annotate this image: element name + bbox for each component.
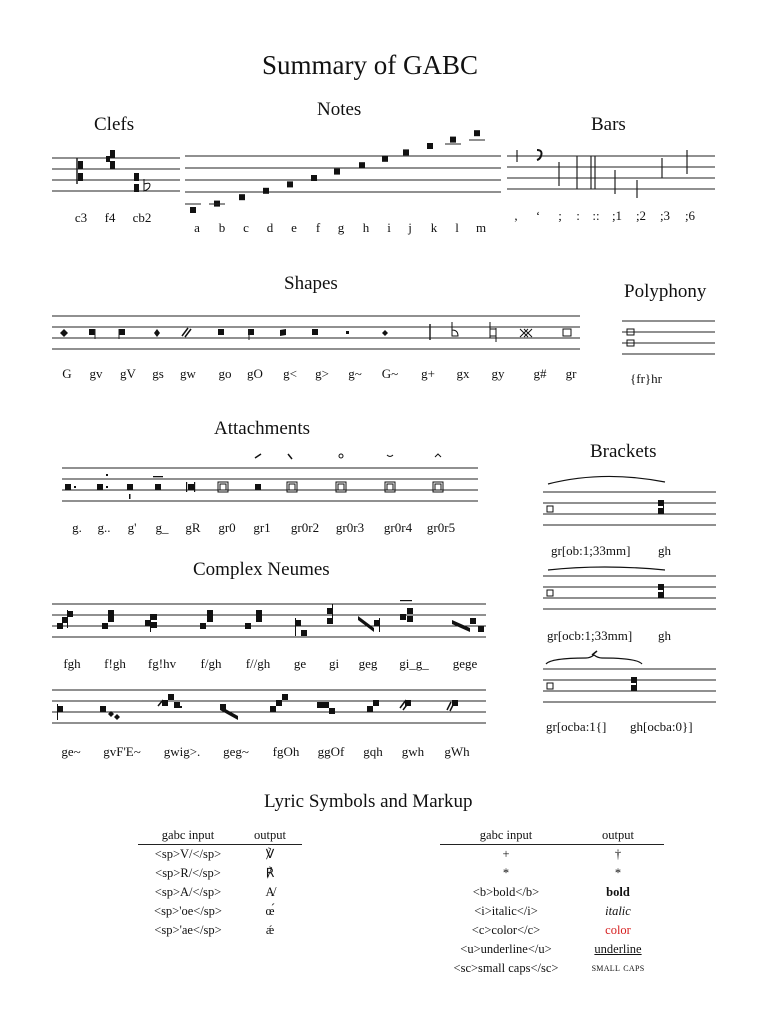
attachments-staff [62, 448, 480, 508]
attachments-heading: Attachments [214, 418, 311, 439]
shape-label: gO [247, 366, 263, 381]
attachment-label: gr0r2 [290, 520, 320, 535]
bar-label: ;2 [635, 208, 647, 223]
complex-neumes-heading: Complex Neumes [193, 559, 330, 580]
gabc-input: <c>color</c> [471, 922, 541, 937]
note-head [474, 130, 480, 136]
col-header: output [238, 828, 302, 845]
complex-staff-1 [52, 596, 488, 646]
gabc-input: <sp>V/</sp> [154, 846, 222, 861]
col-header: gabc input [440, 828, 572, 845]
attachment-label: gr0r4 [383, 520, 413, 535]
neume-label: gi_g_ [399, 656, 429, 671]
neume-label: fgOh [272, 744, 300, 759]
output: small caps [591, 962, 645, 974]
lyric-heading: Lyric Symbols and Markup [264, 791, 473, 812]
shapes-staff [52, 308, 582, 358]
attachment-label: gr0r3 [335, 520, 365, 535]
gabc-input: <sp>'oe</sp> [154, 903, 222, 918]
polyphony-heading: Polyphony [624, 281, 707, 302]
table-row [440, 883, 664, 902]
note-label: k [430, 220, 438, 235]
shape-label: gy [491, 366, 505, 381]
neume-label: gqh [363, 744, 383, 759]
clef-label: f4 [104, 210, 116, 225]
table-row [440, 921, 664, 940]
bracket-label: gh [658, 543, 671, 558]
neume-label: gwig>. [163, 744, 201, 759]
bar-label: : [576, 208, 580, 223]
note-label: h [362, 220, 370, 235]
output: † [614, 846, 622, 861]
attachment-label: gr1 [253, 520, 271, 535]
attachment-label: gR [185, 520, 201, 535]
bars-heading: Bars [591, 114, 626, 135]
gabc-input: <sp>A/</sp> [154, 884, 222, 899]
table-row [138, 864, 302, 883]
output: underline [594, 941, 642, 956]
table-row [440, 902, 664, 921]
note-head [190, 207, 196, 213]
note-head [239, 194, 245, 200]
neume-label: f!gh [104, 656, 126, 671]
gabc-input: <sp>R/</sp> [155, 865, 221, 880]
bar-label: ; [558, 208, 562, 223]
neume-label: fgh [63, 656, 81, 671]
note-label: b [218, 220, 226, 235]
neume-label: ge~ [61, 744, 81, 759]
col-header: gabc input [138, 828, 238, 845]
note-label: d [266, 220, 274, 235]
polyphony-label: {fr}hr [630, 371, 662, 386]
note-label: g [337, 220, 345, 235]
shape-label: g+ [421, 366, 435, 381]
notes-heading: Notes [317, 99, 362, 120]
shape-label: G [62, 366, 72, 381]
shape-label: g> [315, 366, 329, 381]
shape-label: G~ [381, 366, 399, 381]
neume-label: gi [328, 656, 340, 671]
shape-label: gs [152, 366, 164, 381]
note-head [359, 162, 365, 168]
note-label: f [315, 220, 321, 235]
clefs-staff [52, 150, 182, 200]
shape-label: g~ [348, 366, 362, 381]
output: italic [605, 903, 631, 918]
note-head [311, 175, 317, 181]
f-clef-icon [106, 150, 115, 169]
bracket-label: gr[ocb:1;33mm] [547, 628, 633, 643]
note-head [450, 137, 456, 143]
bar-label: ;3 [659, 208, 671, 223]
bar-label: ‘ [535, 208, 541, 223]
shapes-heading: Shapes [284, 273, 338, 294]
bracket-label: gr[ocba:1{] [546, 719, 607, 734]
bracket-staff-3 [543, 648, 718, 708]
bar-label: ;6 [684, 208, 696, 223]
table-row [440, 959, 664, 978]
c-clef-flat-icon [134, 173, 150, 192]
neume-label: gvF'E~ [103, 744, 141, 759]
output: * [614, 865, 622, 880]
bars-staff [507, 148, 717, 198]
shape-label: gr [565, 366, 577, 381]
bracket-label: gh[ocba:0}] [630, 719, 693, 734]
neume-label: ggOf [317, 744, 345, 759]
neume-label: gwh [401, 744, 425, 759]
bracket-staff-1 [543, 474, 718, 534]
note-label: m [475, 220, 487, 235]
bracket-staff-2 [543, 562, 718, 622]
clef-label: cb2 [132, 210, 152, 225]
table-row [138, 921, 302, 940]
bracket-label: gr[ob:1;33mm] [551, 543, 631, 558]
output: ℣ [265, 847, 275, 861]
neume-label: gWh [444, 744, 470, 759]
gabc-input: <i>italic</i> [474, 903, 538, 918]
note-label: i [387, 220, 391, 235]
attachment-label: gr0r5 [426, 520, 456, 535]
table-row [440, 940, 664, 959]
gabc-input: <sp>'ae</sp> [154, 922, 222, 937]
shape-label: gx [456, 366, 470, 381]
clefs-heading: Clefs [94, 114, 135, 135]
note-label: c [243, 220, 249, 235]
table-row [440, 845, 664, 865]
page-title: Summary of GABC [262, 50, 478, 80]
gabc-input: <b>bold</b> [472, 884, 540, 899]
gabc-input: <u>underline</u> [460, 941, 552, 956]
neume-label: geg~ [223, 744, 249, 759]
output: bold [606, 884, 630, 899]
col-header: output [572, 828, 664, 845]
bar-label: , [514, 208, 518, 223]
shape-label: gv [89, 366, 103, 381]
note-head [287, 181, 293, 187]
neume-label: fg!hv [147, 656, 177, 671]
neume-label: ge [293, 656, 307, 671]
attachment-label: gr0 [218, 520, 236, 535]
note-head [403, 149, 409, 155]
note-label: l [455, 220, 459, 235]
clef-label: c3 [74, 210, 88, 225]
note-label: a [194, 220, 200, 235]
output: A̸ [265, 884, 275, 899]
note-head [382, 156, 388, 162]
shape-label: gw [180, 366, 196, 381]
output-color: color [605, 922, 631, 937]
notes-staff [185, 130, 503, 220]
gabc-input: + [502, 846, 510, 861]
attachment-label: g.. [97, 520, 111, 535]
shape-label: go [218, 366, 232, 381]
table-row [138, 883, 302, 902]
attachment-label: g_ [155, 520, 169, 535]
complex-staff-2 [52, 682, 488, 732]
note-label: e [291, 220, 297, 235]
table-row [138, 902, 302, 921]
brackets-heading: Brackets [590, 441, 657, 462]
attachment-label: g' [127, 520, 137, 535]
gabc-input: <sc>small caps</sc> [453, 960, 559, 975]
lyric-right-table [440, 828, 664, 978]
polyphony-staff [622, 318, 717, 363]
output: ℟ [265, 866, 275, 880]
bracket-label: gh [658, 628, 671, 643]
attachment-label: g. [72, 520, 82, 535]
table-row [440, 864, 664, 883]
note-head [334, 169, 340, 175]
neume-label: geg [358, 656, 378, 671]
bar-label: :: [592, 208, 600, 223]
note-head [263, 188, 269, 194]
output: ǽ [265, 922, 275, 937]
neume-label: f//gh [245, 656, 271, 671]
gabc-input: * [502, 865, 510, 880]
output: œ́ [265, 903, 275, 918]
shape-label: g# [533, 366, 547, 381]
neume-label: gege [452, 656, 478, 671]
note-label: j [408, 220, 412, 235]
shape-label: g< [283, 366, 297, 381]
note-head [427, 143, 433, 149]
neume-label: f/gh [200, 656, 222, 671]
lyric-left-table [138, 828, 302, 940]
bar-label: ;1 [611, 208, 623, 223]
table-row [138, 845, 302, 865]
shape-label: gV [120, 366, 136, 381]
